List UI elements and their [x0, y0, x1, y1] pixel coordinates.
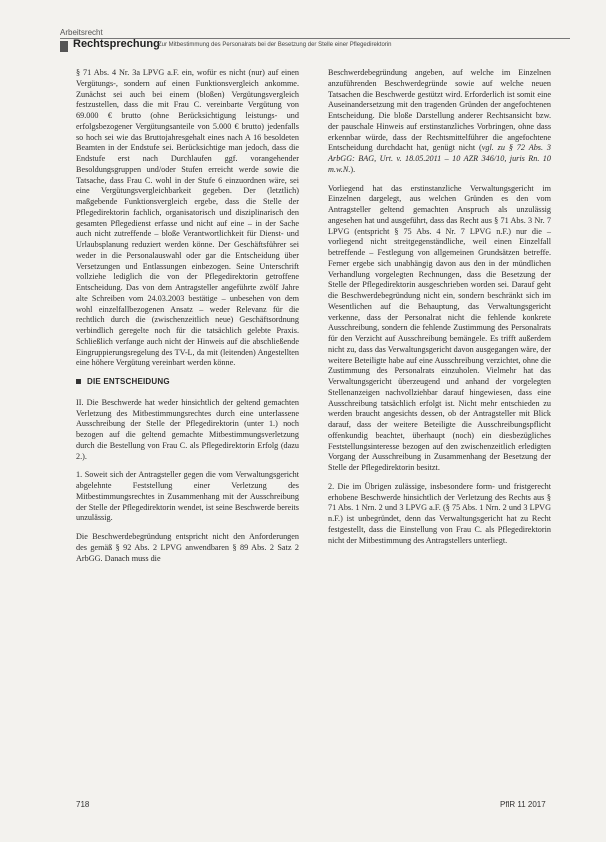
citation: vgl. zu § 72 Abs. 3 ArbGG: BAG, Urt. v. 18.05.2011 – 10 AZR 346/10, juris Rn. 10 m.w.N.: [328, 143, 552, 174]
paragraph: § 71 Abs. 4 Nr. 3a LPVG a.F. ein, wofür es nicht (nur) auf einen Vergütungs-, sondern auf einen Funktionsvergleich ankomme. Zunächst sei auch bei einem (bloßen) Vergütungsvergleich festzustellen, dass die mit Frau C. vereinbarte Vergütung von 69.000 € brutto (ohne Berücksichtigung leistungs- und erfolgsbezogener Vergütungsanteile von 5.000 € brutto) jedenfalls so hoch sei wie das Bruttojahresgehalt eines nach A 16 besoldeten Beamten in der Endstufe sei. Berücksichtige man jedoch, dass die Endstufe erst nach Durchlaufen ggf. vorangehender Besoldungsgruppen und/oder Stufen erreicht werde sowie die Tatsache, dass Frau C. wohl in der Stufe 6 einzuordnen wäre, sei eine Vergütungsvergleichbarkeit gegeben. Der (letztlich) maßgebende Funktionsvergleich ergebe, dass die Stelle der Pflegedirektorin fachlich, organisatorisch und disziplinarisch den gesamten Pflegedienst erfasse und nicht auf eine – in der Sache auch nicht zutreffende – bloße Verantwortlichkeit für Dienst- und Urlaubsplanung reduziert werden könne. Der Geschäftsführer sei weder in die Personalauswahl oder gar die Entscheidung über Versetzungen und Entlassungen einbezogen. Seine Unterschrift vollziehe lediglich die von der Pflegedirektorin getroffene Entscheidung. Das von dem Antragsteller angeführte zwölf Jahre alte Schreiben vom 24.03.2003 bestätige – unbesehen von dem wohl einzelfallbezogenen Ansatz – weder Relevanz für die rechtlich durch die (zwischenzeitlich neue) Geschäftsordnung verbindlich geregelte noch für die tatsächlich gelebte Praxis. Schließlich verfange auch nicht der Hinweis auf die abschließende Eingruppierungsregelung des TV-L, da mit (leitenden) Angestellten eine höhere Vergütung vereinbart werden könne.: [76, 68, 299, 368]
paragraph-text: ).: [350, 164, 356, 174]
section-heading: [76, 377, 299, 388]
paragraph-text: Beschwerdebegründung angeben, auf welche im Einzelnen anzuführenden Beschwerdegründe sowie auf welche neuen Tatsachen die Beschwerde gestützt wird. Erforderlich ist somit eine Auseinandersetzung mit den tragenden Gründen der angefochtenen Entscheidung. Die bloße Darstellung anderer Rechtsansicht bzw. der pauschale Hinweis auf erstinstanzliches Vorbringen, ohne dass erkennbar würde, dass der Rechtsmittelführer die angefochtene Entscheidung durchdacht hat, genügt nicht (: [328, 68, 551, 153]
paragraph: II. Die Beschwerde hat weder hinsichtlich der geltend gemachten Verletzung des Mitbestimmungsrechtes durch eine unterlassene Ausschreibung der Stelle der Pflegedirektorin (unter 1.) noch bezogen auf die geltend gemachte Mitbestimmungsverletzung durch die Bestellung von Frau C. als Pflegedirektorin Erfolg (dazu 2.).: [76, 397, 299, 461]
page-number: 718: [76, 800, 90, 809]
bullet-icon: [76, 379, 81, 384]
paragraph: Die Beschwerdebegründung entspricht nicht den Anforderungen des gemäß § 92 Abs. 2 LPVG anwendbaren § 89 Abs. 2 Satz 2 ArbGG. Danach muss die: [76, 532, 299, 563]
paragraph: Vorliegend hat das erstinstanzliche Verwaltungsgericht im Einzelnen dargelegt, aus welchen Gründen es den vom Antragsteller geltend gemachten Anspruch als unzulässig angesehen hat und ausgeführt, dass das Recht aus § 71 Abs. 3 Nr. 7 LPVG (entspricht § 75 Abs. 4 Nr. 7 LPVG n.F.) nur die – vorliegend nicht streitgegenständliche, weil einen Einzelfall betreffende – Festlegung von allgemeinen Grundsätzen betreffe. Ferner ergebe sich unabhängig davon aus den in der mündlichen Verhandlung vorgelegten Rechnungen, dass die Besetzung der Stelle der Pflegedirektorin ausgeschrieben worden sei. Darauf geht die Beschwerdebegründung nicht ein, sondern beschränkt sich im Wesentlichen auf die Behauptung, das Verwaltungsgericht verkenne, dass der Personalrat nicht die fehlende konkrete Ausschreibung, sondern die fehlende Zustimmung des Personalrats für den Verzicht auf Ausschreibung bemängele. Es trifft außerdem nicht zu, dass das Verwaltungsgericht davon ausgegangen wäre, der weitere Beteiligte habe auf eine Ausschreibung verzichtet, ohne die Zustimmung des Personalrats einzuholen. Vielmehr hat das Verwaltungsgericht überzeugend und anhand der vorgelegten Stellenanzeigen nachvollziehbar darauf hingewiesen, dass eine Ausschreibung tatsächlich erfolgt ist. Nicht mehr entschieden zu werden braucht angesichts dessen, ob der Antragsteller mit Blick darauf, dass der weitere Beteiligte die Ausschreibungspflicht offenkundig beachtet, überhaupt (noch) ein diesbezügliches Feststellungsinteresse bezogen auf den zwischenzeitlich erledigten Vorgang der Ausschreibung in Zusammenhang der Besetzung der Stelle der Pflegedirektorin besitzt.: [328, 183, 551, 472]
paragraph: 1. Soweit sich der Antragsteller gegen die vom Verwaltungsgericht abgelehnte Feststellung einer Verletzung des Mitbestimmungsrechtes in Zusammenhang mit der Ausschreibung der Stelle der Pflegedirektorin wendet, ist seine Beschwerde bereits unzulässig.: [76, 470, 299, 523]
section-label: Arbeitsrecht: [60, 28, 103, 37]
left-column: [76, 68, 299, 564]
page-title: Rechtsprechung: [73, 38, 160, 50]
page-subtitle: Zur Mitbestimmung des Personalrats bei der Besetzung der Stelle einer Pflegedirektorin: [158, 42, 392, 48]
header-marker: [60, 41, 68, 52]
paragraph: 2. Die im Übrigen zulässige, insbesondere form- und fristgerecht erhobene Beschwerde hinsichtlich der Verletzung des Rechts aus § 71 Abs. 1 Nrn. 2 und 3 LPVG a.F. (§ 75 Abs. 1 Nrn. 2 und 3 LPVG n.F.) ist unbegründet, denn das Verwaltungsgericht hat zu Recht festgestellt, dass die Einstellung von Frau C. als Pflegedirektorin nicht der Mitbestimmung des Antragstellers unterliegt.: [328, 481, 551, 545]
journal-reference: PflR 11 2017: [500, 800, 546, 809]
right-column: [328, 68, 551, 546]
paragraph: [328, 68, 551, 176]
section-heading-text: DIE ENTSCHEIDUNG: [87, 377, 170, 386]
